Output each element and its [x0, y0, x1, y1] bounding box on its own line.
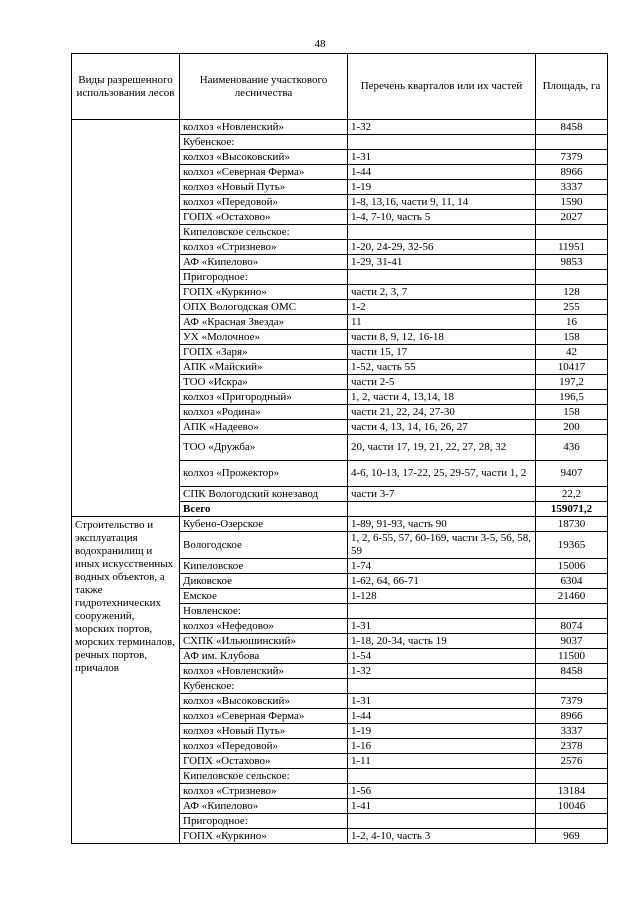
forestry-name-cell: колхоз «Северная Ферма» — [180, 709, 348, 724]
quarters-cell: части 15, 17 — [348, 345, 536, 360]
area-cell: 197,2 — [536, 375, 608, 390]
forestry-name-cell: колхоз «Стризнево» — [180, 240, 348, 255]
forestry-name-cell: АФ «Красная Звезда» — [180, 315, 348, 330]
forestry-name-cell: Кипеловское сельское: — [180, 225, 348, 240]
area-cell: 255 — [536, 300, 608, 315]
total-quarters-empty — [348, 502, 536, 517]
quarters-cell: 1-31 — [348, 619, 536, 634]
area-cell: 969 — [536, 829, 608, 844]
quarters-cell — [348, 270, 536, 285]
forestry-name-cell: колхоз «Новый Путь» — [180, 724, 348, 739]
page-number: 48 — [314, 38, 326, 50]
forestry-name-cell: АФ «Кипелово» — [180, 255, 348, 270]
area-cell: 436 — [536, 435, 608, 461]
quarters-cell: части 4, 13, 14, 16, 26, 27 — [348, 420, 536, 435]
quarters-cell: 1-44 — [348, 709, 536, 724]
area-cell: 8458 — [536, 120, 608, 135]
forestry-name-cell: колхоз «Нефедово» — [180, 619, 348, 634]
forestry-name-cell: ГОПХ «Остахово» — [180, 754, 348, 769]
quarters-cell: части 21, 22, 24, 27-30 — [348, 405, 536, 420]
forestry-name-cell: колхоз «Высоковский» — [180, 694, 348, 709]
quarters-cell — [348, 604, 536, 619]
area-cell: 6304 — [536, 574, 608, 589]
quarters-cell: 1-16 — [348, 739, 536, 754]
use-type-cell-empty — [72, 120, 180, 517]
area-cell: 11500 — [536, 649, 608, 664]
forestry-name-cell: Кубенское: — [180, 135, 348, 150]
quarters-cell — [348, 814, 536, 829]
area-cell: 8966 — [536, 165, 608, 180]
forestry-name-cell: Новленское: — [180, 604, 348, 619]
quarters-cell: 1-11 — [348, 754, 536, 769]
quarters-cell: 1, 2, части 4, 13,14, 18 — [348, 390, 536, 405]
forestry-name-cell: ГОПХ «Куркино» — [180, 829, 348, 844]
quarters-cell: 1-8, 13,16, части 9, 11, 14 — [348, 195, 536, 210]
quarters-cell: 1-31 — [348, 694, 536, 709]
area-cell: 42 — [536, 345, 608, 360]
quarters-cell: части 2, 3, 7 — [348, 285, 536, 300]
forest-use-table — [71, 53, 608, 844]
area-cell: 10417 — [536, 360, 608, 375]
quarters-cell — [348, 679, 536, 694]
forestry-name-cell: колхоз «Передовой» — [180, 195, 348, 210]
area-cell — [536, 225, 608, 240]
quarters-cell: 1-32 — [348, 120, 536, 135]
quarters-cell: 1-2 — [348, 300, 536, 315]
forestry-name-cell: АПК «Майский» — [180, 360, 348, 375]
forestry-name-cell: Диковское — [180, 574, 348, 589]
area-cell: 10046 — [536, 799, 608, 814]
area-cell: 9407 — [536, 461, 608, 487]
area-cell — [536, 604, 608, 619]
area-cell — [536, 270, 608, 285]
forestry-name-cell: колхоз «Пригородный» — [180, 390, 348, 405]
quarters-cell: 1-52, часть 55 — [348, 360, 536, 375]
quarters-cell — [348, 225, 536, 240]
area-cell: 8966 — [536, 709, 608, 724]
quarters-cell: части 3-7 — [348, 487, 536, 502]
area-cell: 13184 — [536, 784, 608, 799]
area-cell: 16 — [536, 315, 608, 330]
area-cell — [536, 679, 608, 694]
area-cell: 8458 — [536, 664, 608, 679]
area-cell: 9037 — [536, 634, 608, 649]
forestry-name-cell: СПК Вологодский конезавод — [180, 487, 348, 502]
area-cell: 1590 — [536, 195, 608, 210]
quarters-cell — [348, 135, 536, 150]
area-cell: 128 — [536, 285, 608, 300]
forestry-name-cell: колхоз «Родина» — [180, 405, 348, 420]
area-cell: 200 — [536, 420, 608, 435]
quarters-cell: 1-20, 24-29, 32-56 — [348, 240, 536, 255]
area-cell: 158 — [536, 405, 608, 420]
quarters-cell: 1-128 — [348, 589, 536, 604]
quarters-cell: 1-44 — [348, 165, 536, 180]
quarters-cell: 1-56 — [348, 784, 536, 799]
table-row — [72, 517, 608, 532]
quarters-cell: 1-29, 31-41 — [348, 255, 536, 270]
total-area: 159071,2 — [536, 502, 608, 517]
area-cell — [536, 135, 608, 150]
table-row — [72, 120, 608, 135]
area-cell: 196,5 — [536, 390, 608, 405]
forestry-name-cell: Кипеловское сельское: — [180, 769, 348, 784]
forestry-name-cell: ОПХ Вологодская ОМС — [180, 300, 348, 315]
forestry-name-cell: Вологодское — [180, 532, 348, 559]
use-type-cell: Строительство и эксплуатация водохранилищ и иных искусственных водных объектов, а также гидротехнических сооружений, морских портов, морских терминалов, речных портов, причалов — [72, 517, 180, 844]
quarters-cell: части 8, 9, 12, 16-18 — [348, 330, 536, 345]
area-cell: 8074 — [536, 619, 608, 634]
forestry-name-cell: Кубенское: — [180, 679, 348, 694]
area-cell: 2576 — [536, 754, 608, 769]
forestry-name-cell: колхоз «Новый Путь» — [180, 180, 348, 195]
quarters-cell: 1-41 — [348, 799, 536, 814]
quarters-cell: 1-18, 20-34, часть 19 — [348, 634, 536, 649]
area-cell: 3337 — [536, 724, 608, 739]
header-area: Площадь, га — [536, 54, 608, 120]
forestry-name-cell: ГОПХ «Заря» — [180, 345, 348, 360]
quarters-cell: 1-62, 64, 66-71 — [348, 574, 536, 589]
forestry-name-cell: УХ «Молочное» — [180, 330, 348, 345]
header-use-type: Виды разрешенного использования лесов — [72, 54, 180, 120]
area-cell — [536, 769, 608, 784]
forestry-name-cell: ТОО «Искра» — [180, 375, 348, 390]
area-cell: 7379 — [536, 694, 608, 709]
area-cell: 2027 — [536, 210, 608, 225]
quarters-cell — [348, 769, 536, 784]
forestry-name-cell: Кубено-Озерское — [180, 517, 348, 532]
quarters-cell: 1-4, 7-10, часть 5 — [348, 210, 536, 225]
area-cell: 15006 — [536, 559, 608, 574]
forestry-name-cell: Емское — [180, 589, 348, 604]
area-cell: 18730 — [536, 517, 608, 532]
quarters-cell: 1-89, 91-93, часть 90 — [348, 517, 536, 532]
area-cell: 2378 — [536, 739, 608, 754]
quarters-cell: 1-32 — [348, 664, 536, 679]
forestry-name-cell: АФ «Кипелово» — [180, 799, 348, 814]
forestry-name-cell: колхоз «Передовой» — [180, 739, 348, 754]
forestry-name-cell: СХПК «Ильюшинский» — [180, 634, 348, 649]
forestry-name-cell: ГОПХ «Куркино» — [180, 285, 348, 300]
forestry-name-cell: колхоз «Новленский» — [180, 120, 348, 135]
quarters-cell: части 2-5 — [348, 375, 536, 390]
quarters-cell: 1-19 — [348, 724, 536, 739]
area-cell — [536, 814, 608, 829]
header-row — [72, 54, 608, 120]
area-cell: 11951 — [536, 240, 608, 255]
forestry-name-cell: колхоз «Северная Ферма» — [180, 165, 348, 180]
forestry-name-cell: АФ им. Клубова — [180, 649, 348, 664]
total-label: Всего — [180, 502, 348, 517]
quarters-cell: 1-31 — [348, 150, 536, 165]
forestry-name-cell: колхоз «Прожектор» — [180, 461, 348, 487]
forestry-name-cell: колхоз «Стризнево» — [180, 784, 348, 799]
header-quarters: Перечень кварталов или их частей — [348, 54, 536, 120]
area-cell: 158 — [536, 330, 608, 345]
area-cell: 7379 — [536, 150, 608, 165]
area-cell: 22,2 — [536, 487, 608, 502]
quarters-cell: 4-6, 10-13, 17-22, 25, 29-57, части 1, 2 — [348, 461, 536, 487]
quarters-cell: 1-19 — [348, 180, 536, 195]
forestry-name-cell: колхоз «Высоковский» — [180, 150, 348, 165]
quarters-cell: 1-2, 4-10, часть 3 — [348, 829, 536, 844]
forestry-name-cell: колхоз «Новленский» — [180, 664, 348, 679]
forestry-name-cell: ТОО «Дружба» — [180, 435, 348, 461]
forestry-name-cell: Пригородное: — [180, 270, 348, 285]
quarters-cell: 1, 2, 6-55, 57, 60-169, части 3-5, 56, 58, 59 — [348, 532, 536, 559]
quarters-cell: 1-54 — [348, 649, 536, 664]
forestry-name-cell: Кипеловское — [180, 559, 348, 574]
area-cell: 9853 — [536, 255, 608, 270]
quarters-cell: 20, части 17, 19, 21, 22, 27, 28, 32 — [348, 435, 536, 461]
forestry-name-cell: АПК «Надеево» — [180, 420, 348, 435]
area-cell: 3337 — [536, 180, 608, 195]
quarters-cell: 11 — [348, 315, 536, 330]
area-cell: 21460 — [536, 589, 608, 604]
area-cell: 19365 — [536, 532, 608, 559]
forestry-name-cell: Пригородное: — [180, 814, 348, 829]
quarters-cell: 1-74 — [348, 559, 536, 574]
forestry-name-cell: ГОПХ «Остахово» — [180, 210, 348, 225]
header-forestry-name: Наименование участкового лесничества — [180, 54, 348, 120]
